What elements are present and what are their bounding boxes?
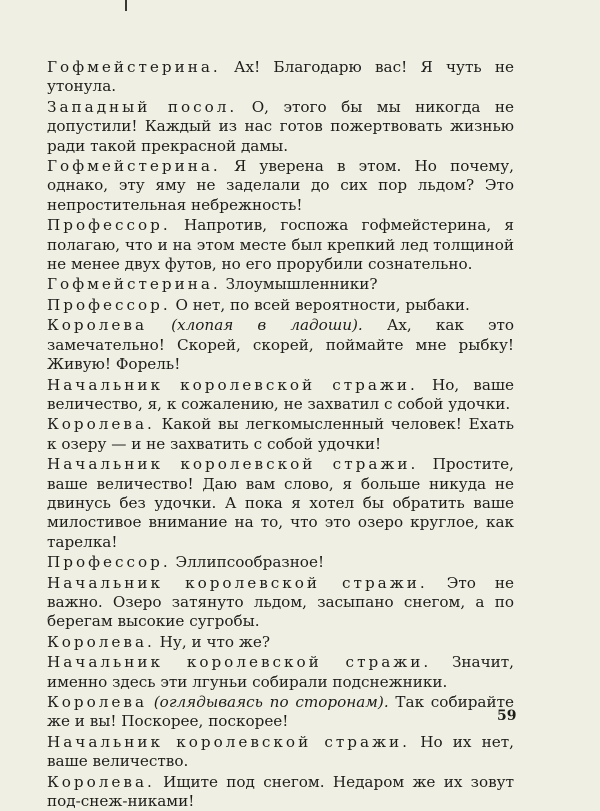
dialogue-line xyxy=(47,773,514,811)
line-text: Ах! Благодарю вас! Я чуть не утонула. xyxy=(47,58,514,96)
line-text: Я уверена в этом. Но почему, однако, эту яму не заделали до сих пор льдом? Это непростительная небрежность! xyxy=(47,157,514,214)
dialogue-line xyxy=(47,574,514,632)
line-text: Ищите под снегом. Недаром же их зовут под-снеж-никами! xyxy=(47,772,514,811)
speaker-name: Профессор. xyxy=(47,295,171,314)
line-text: Но, ваше величество, я, к сожалению, не захватил с собой удочки. xyxy=(47,375,514,413)
speaker-name: Начальник королевской стражи. xyxy=(47,573,428,592)
speaker-name: Западный посол. xyxy=(47,97,238,116)
line-text: О, этого бы мы никогда не допустили! Каждый из нас готов пожертвовать жизнью ради такой прекрасной дамы. xyxy=(47,97,514,155)
dialogue-line xyxy=(47,376,514,415)
speaker-name: Гофмейстерина. xyxy=(47,275,221,294)
speaker-name: Начальник королевской стражи. xyxy=(47,732,410,751)
dialogue-line xyxy=(47,633,514,652)
dialogue-line xyxy=(47,275,514,294)
dialogue-line xyxy=(47,58,514,97)
speaker-name: Начальник королевской стражи. xyxy=(47,653,432,672)
dialogue-line xyxy=(47,553,514,572)
line-text: О нет, по всей вероятности, рыбаки. xyxy=(170,295,470,314)
speaker-name: Королева xyxy=(47,316,148,335)
dialogue-line xyxy=(47,296,514,315)
stage-direction: (хлопая в ладоши). xyxy=(147,316,363,335)
line-text: Простите, ваше величество! Даю вам слово, я больше никуда не двинусь без удочки. А пока я хотел бы обратить ваше милостивое внимание на то, что это озеро круглое, как тарелка! xyxy=(47,455,514,551)
speaker-name: Начальник королевской стражи. xyxy=(47,455,419,474)
line-text: Напротив, госпожа гофмейстерина, я полагаю, что и на этом месте был крепкий лед толщиной не менее двух футов, но его прорубили сознательно. xyxy=(47,216,514,274)
dialogue-line xyxy=(47,455,514,552)
dialogue-line xyxy=(47,693,517,732)
speaker-name: Королева. xyxy=(47,772,155,791)
top-edge-mark xyxy=(125,0,127,11)
speaker-name: Начальник королевской стражи. xyxy=(47,375,418,394)
page-number: 59 xyxy=(497,708,517,724)
line-text: Эллипсообразное! xyxy=(170,553,325,572)
speaker-name: Королева. xyxy=(47,632,155,651)
speaker-name: Гофмейстерина. xyxy=(47,58,221,76)
line-text: Так собирайте же и вы! Поскорее, поскорее! xyxy=(47,693,514,731)
dialogue-line xyxy=(47,98,514,156)
speaker-name: Королева xyxy=(47,693,148,711)
line-text: Ну, и что же? xyxy=(154,632,270,651)
line-text: Какой вы легкомысленный человек! Ехать к озеру — и не захватить с собой удочки! xyxy=(47,415,514,453)
dialogue-line xyxy=(47,733,514,772)
dialogue-line xyxy=(47,415,514,454)
stage-direction: (оглядываясь по сторонам). xyxy=(147,693,389,711)
dialogue-line xyxy=(47,157,514,215)
line-text: Значит, именно здесь эти лгуньи собирали подснежники. xyxy=(47,653,514,691)
line-text: Ах, как это замечательно! Скорей, скорей, поймайте мне рыбку! Живую! Форель! xyxy=(47,316,515,374)
play-text xyxy=(47,58,517,811)
speaker-name: Профессор. xyxy=(47,553,171,572)
line-text: Злоумышленники? xyxy=(220,275,378,294)
speaker-name: Гофмейстерина. xyxy=(47,157,221,176)
dialogue-line xyxy=(47,216,514,274)
dialogue-line xyxy=(47,316,514,374)
dialogue-line xyxy=(47,653,514,692)
line-text: Это не важно. Озеро затянуто льдом, засыпано снегом, а по берегам высокие сугробы. xyxy=(47,573,515,631)
line-text: Но их нет, ваше величество. xyxy=(47,732,514,771)
speaker-name: Королева. xyxy=(47,415,155,434)
speaker-name: Профессор. xyxy=(47,216,171,235)
